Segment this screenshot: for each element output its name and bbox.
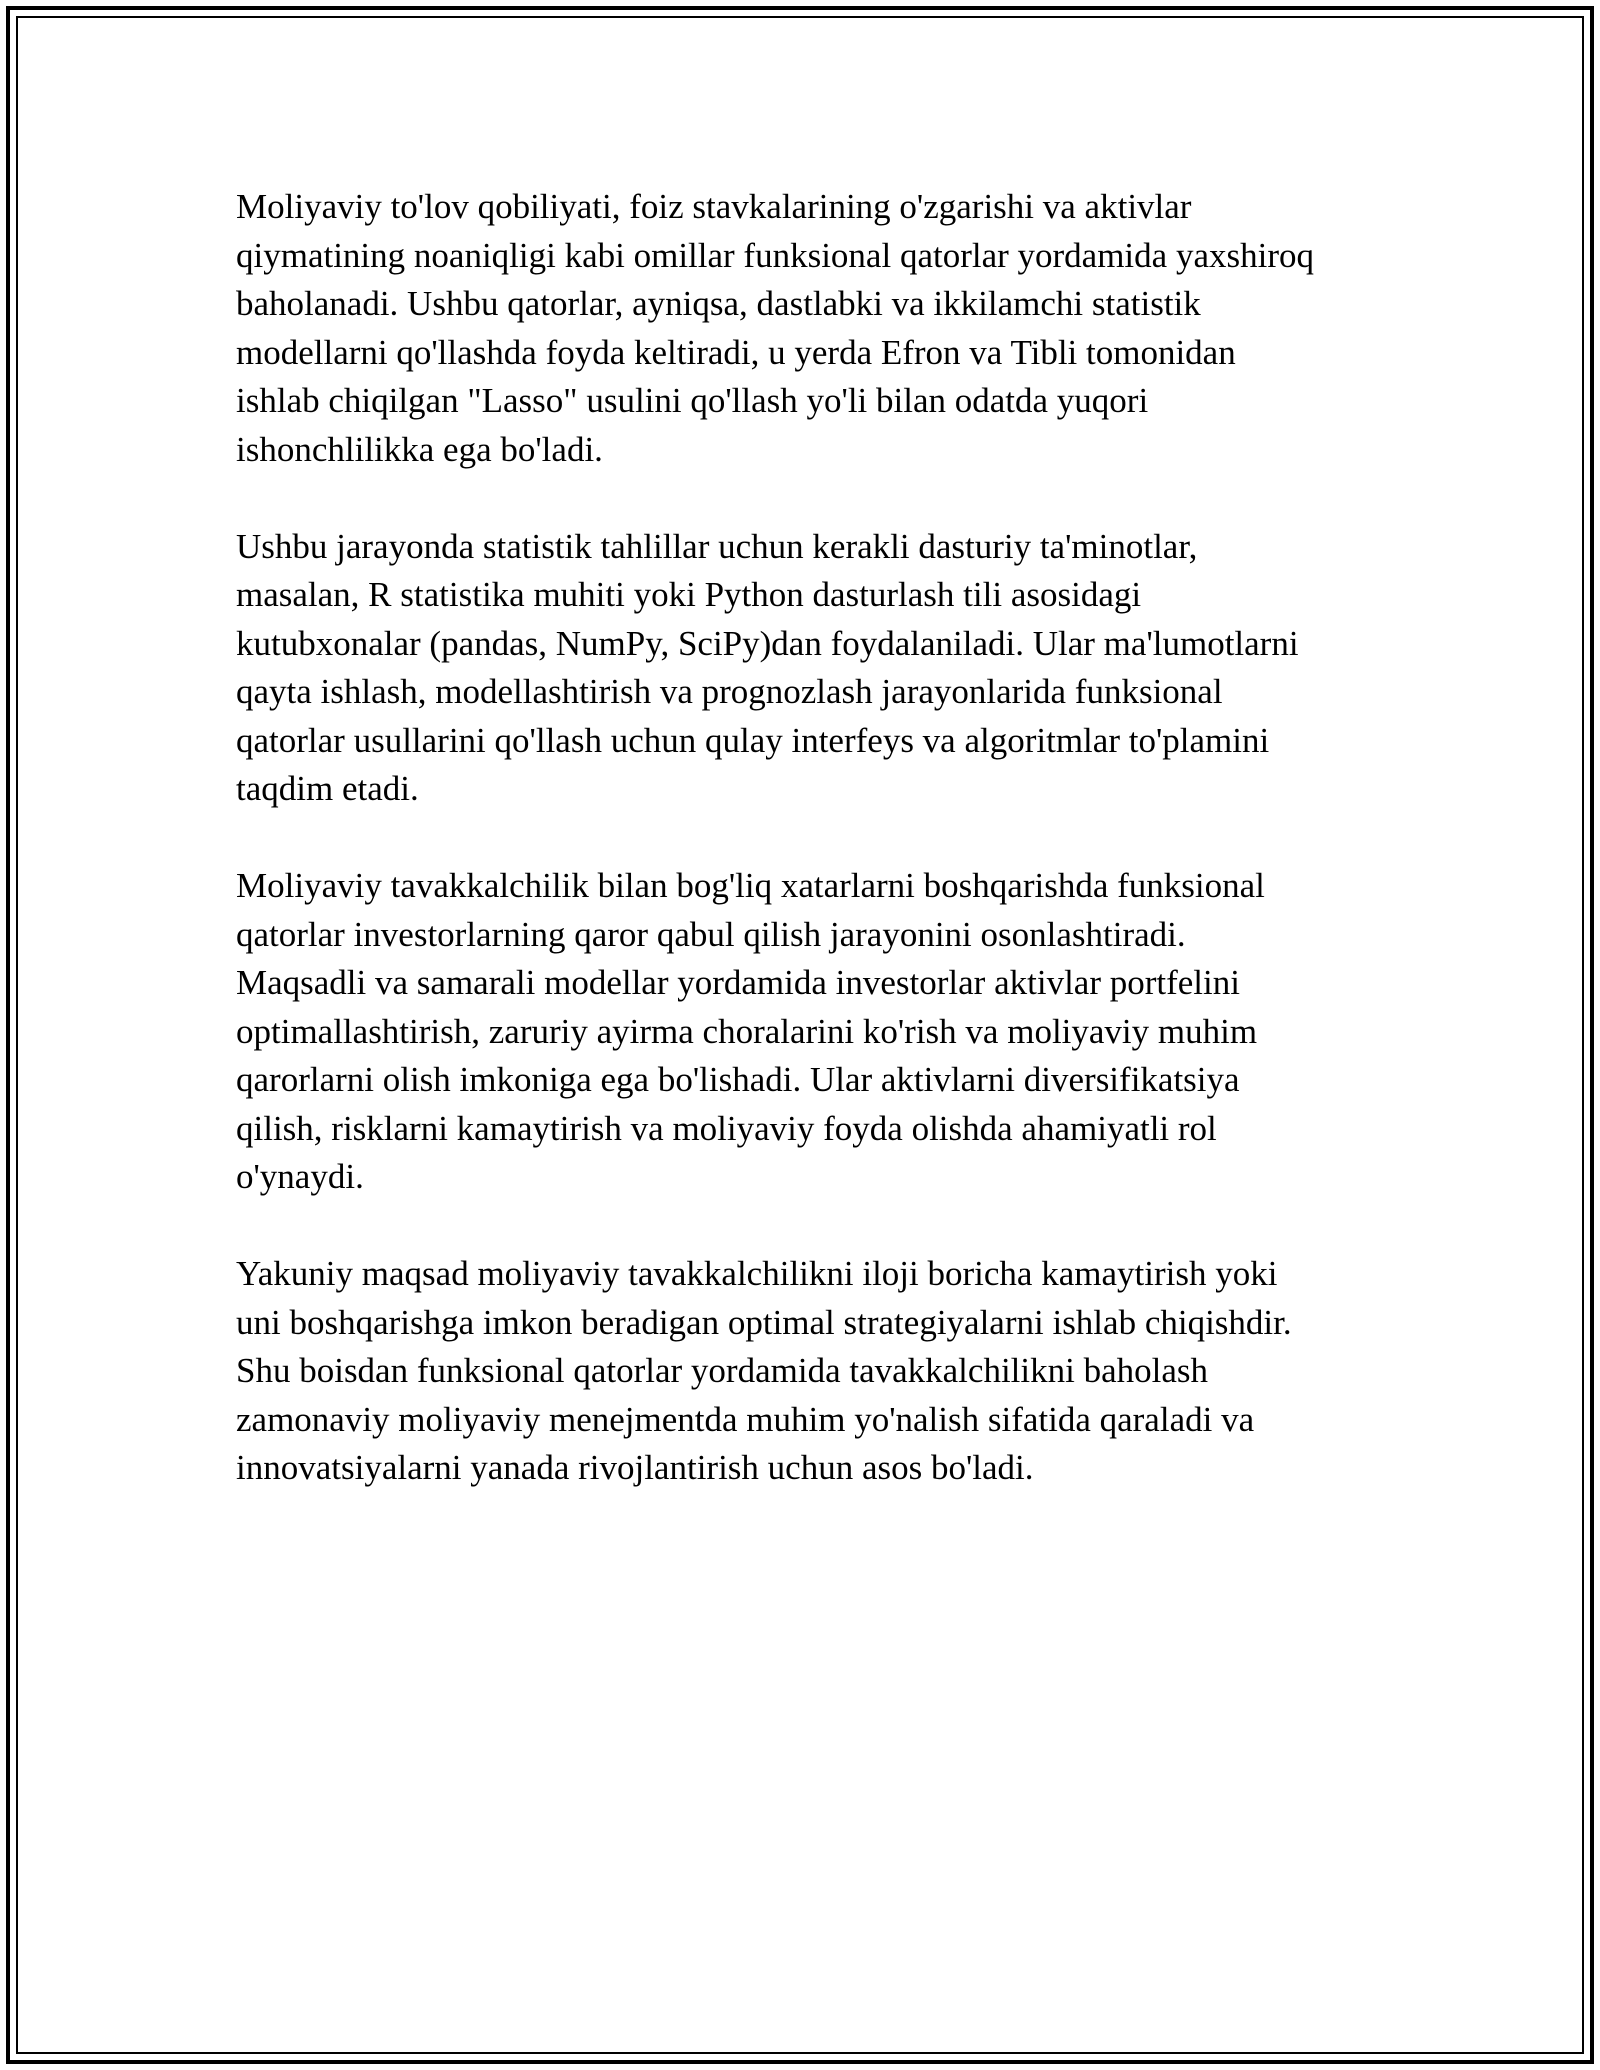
paragraph-2	[236, 523, 1386, 814]
text-line: Shu boisdan funksional qatorlar yordamida tavakkalchilikni baholash	[236, 1351, 1209, 1390]
document-body	[236, 183, 1386, 1541]
text-line: qiymatining noaniqligi kabi omillar funksional qatorlar yordamida yaxshiroq	[236, 235, 1314, 275]
paragraph-1	[236, 183, 1386, 474]
text-line: optimallashtirish, zaruriy ayirma choralarini ko'rish va moliyaviy muhim	[236, 1011, 1258, 1051]
text-line: Ushbu jarayonda statistik tahlillar uchun kerakli dasturiy ta'minotlar,	[236, 526, 1198, 566]
text-line: o'ynaydi.	[236, 1157, 364, 1196]
text-line: qayta ishlash, modellashtirish va prognozlash jarayonlarida funksional	[236, 672, 1223, 711]
text-line: modellarni qo'llashda foyda keltiradi, u yerda Efron va Tibli tomonidan	[236, 332, 1236, 372]
text-line: qarorlarni olish imkoniga ega bo'lishadi. Ular aktivlarni diversifikatsiya	[236, 1060, 1240, 1099]
text-line: masalan, R statistika muhiti yoki Python dasturlash tili asosidagi	[236, 575, 1142, 614]
text-line: ishonchlilikka ega bo'ladi.	[236, 429, 603, 469]
text-line: kutubxonalar (pandas, NumPy, SciPy)dan foydalaniladi. Ular ma'lumotlarni	[236, 623, 1299, 663]
text-line: qatorlar usullarini qo'llash uchun qulay interfeys va algoritmlar to'plamini	[236, 720, 1270, 760]
text-line: Yakuniy maqsad moliyaviy tavakkalchilikni iloji boricha kamaytirish yoki	[236, 1254, 1278, 1293]
paragraph-4	[236, 1250, 1386, 1493]
text-line: Maqsadli va samarali modellar yordamida investorlar aktivlar portfelini	[236, 963, 1240, 1002]
text-line: innovatsiyalarni yanada rivojlantirish uchun asos bo'ladi.	[236, 1448, 1034, 1487]
text-line: uni boshqarishga imkon beradigan optimal strategiyalarni ishlab chiqishdir.	[236, 1302, 1292, 1342]
text-line: zamonaviy moliyaviy menejmentda muhim yo'nalish sifatida qaraladi va	[236, 1399, 1255, 1439]
text-line: baholanadi. Ushbu qatorlar, ayniqsa, dastlabki va ikkilamchi statistik	[236, 284, 1201, 323]
paragraph-3	[236, 862, 1386, 1202]
text-line: qilish, risklarni kamaytirish va moliyaviy foyda olishda ahamiyatli rol	[236, 1108, 1217, 1148]
text-line: ishlab chiqilgan "Lasso" usulini qo'llash yo'li bilan odatda yuqori	[236, 381, 1149, 420]
text-line: taqdim etadi.	[236, 769, 419, 808]
text-line: Moliyaviy tavakkalchilik bilan bog'liq xatarlarni boshqarishda funksional	[236, 866, 1265, 905]
text-line: Moliyaviy to'lov qobiliyati, foiz stavkalarining o'zgarishi va aktivlar	[236, 187, 1192, 226]
text-line: qatorlar investorlarning qaror qabul qilish jarayonini osonlashtiradi.	[236, 914, 1186, 954]
